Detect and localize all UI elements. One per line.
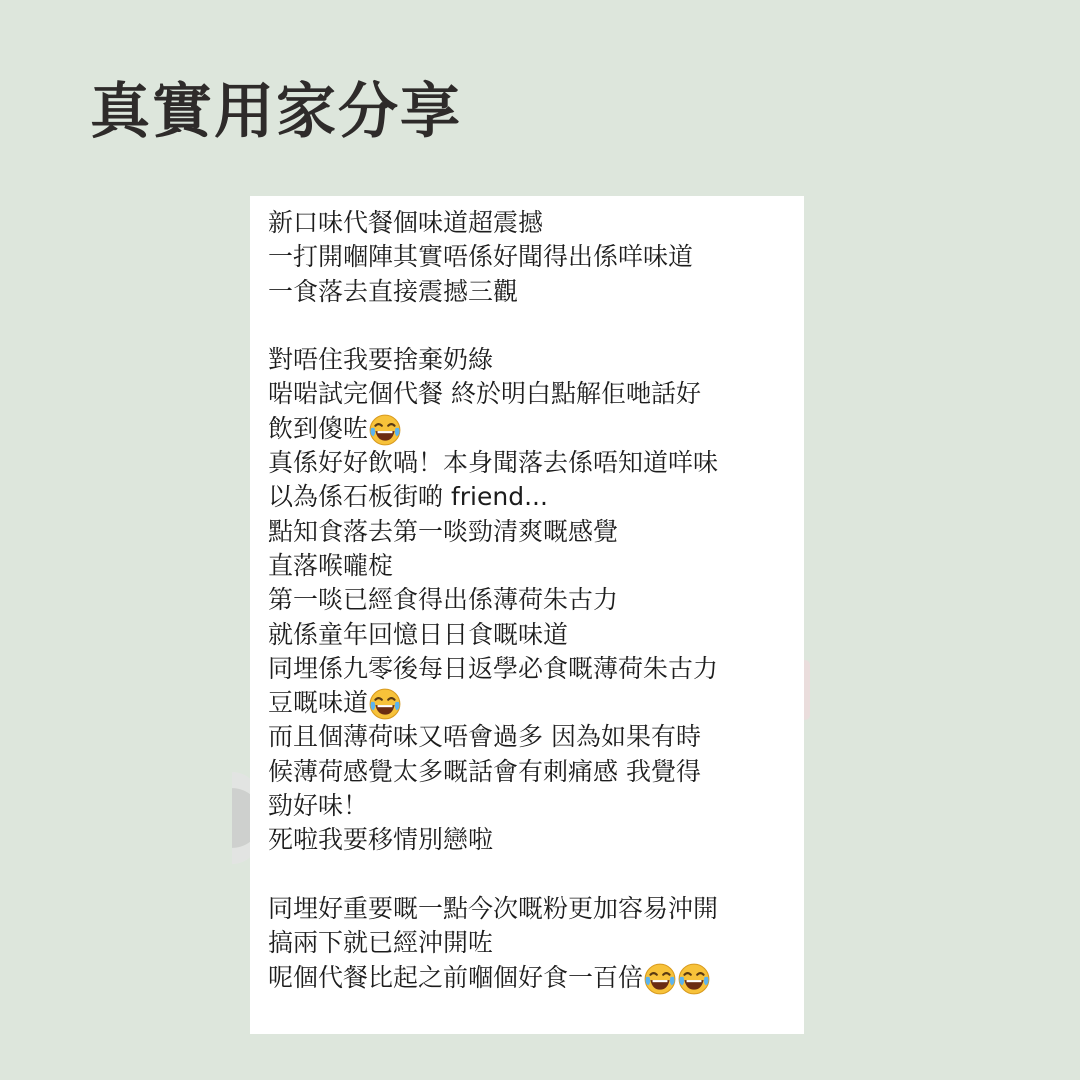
post-line-text: 直落喉嚨椗	[268, 550, 394, 580]
post-line	[268, 583, 794, 617]
post-line-text: 候薄荷感覺太多嘅話會有刺痛感 我覺得	[268, 756, 701, 786]
post-line	[268, 652, 794, 686]
post-line	[268, 480, 794, 514]
post-line-text: 豆嘅味道	[268, 688, 369, 718]
post-line	[268, 618, 794, 652]
post-line	[268, 206, 794, 240]
face-with-tears-of-joy-icon	[677, 962, 711, 996]
post-line-text: 一食落去直接震撼三觀	[268, 276, 519, 306]
post-line	[268, 446, 794, 480]
post-line-text: 第一啖已經食得出係薄荷朱古力	[268, 585, 619, 615]
post-line-text: 點知食落去第一啖勁清爽嘅感覺	[268, 516, 619, 546]
post-line-text: 呢個代餐比起之前嗰個好食一百倍	[268, 962, 644, 992]
post-line-text: 啱啱試完個代餐 終於明白點解佢哋話好	[268, 379, 701, 409]
post-line	[268, 686, 794, 720]
post-line	[268, 720, 794, 754]
post-line-text: 新口味代餐個味道超震撼	[268, 208, 544, 237]
post-line-text: 同埋係九零後每日返學必食嘅薄荷朱古力	[268, 653, 719, 683]
post-line	[268, 309, 794, 343]
post-line	[268, 961, 794, 995]
post-line-text: 真係好好飲喎！本身聞落去係唔知道咩味	[268, 448, 719, 478]
post-line	[268, 240, 794, 274]
post-line	[268, 515, 794, 549]
post-line-text: 飲到傻咗	[268, 413, 369, 443]
post-line	[268, 789, 794, 823]
post-text	[268, 206, 794, 995]
post-card[interactable]	[250, 196, 804, 1034]
post-line	[268, 377, 794, 411]
post-line	[268, 926, 794, 960]
post-line	[268, 275, 794, 309]
post-line-text: 就係童年回憶日日食嘅味道	[268, 619, 569, 649]
post-line	[268, 343, 794, 377]
post-line	[268, 823, 794, 857]
face-with-tears-of-joy-icon	[643, 962, 677, 996]
post-line-text: 同埋好重要嘅一點今次嘅粉更加容易沖開	[268, 893, 719, 923]
post-line-text: 而且個薄荷味又唔會過多 因為如果有時	[268, 722, 701, 752]
face-with-tears-of-joy-icon	[368, 413, 402, 447]
post-line-text: 搞兩下就已經沖開咗	[268, 928, 494, 958]
post-line-text: 對唔住我要捨棄奶綠	[268, 345, 494, 375]
post-line	[268, 892, 794, 926]
post-line	[268, 755, 794, 789]
post-line-text: 以為係石板街啲 friend...	[268, 482, 548, 512]
page-title: 真實用家分享	[90, 77, 462, 147]
post-line-text: 死啦我要移情別戀啦	[268, 825, 494, 855]
face-with-tears-of-joy-icon	[368, 687, 402, 721]
post-line	[268, 412, 794, 446]
post-line	[268, 858, 794, 892]
post-line-text: 勁好味！	[268, 791, 369, 821]
post-line	[268, 549, 794, 583]
post-line-text: 一打開嗰陣其實唔係好聞得出係咩味道	[268, 242, 694, 272]
